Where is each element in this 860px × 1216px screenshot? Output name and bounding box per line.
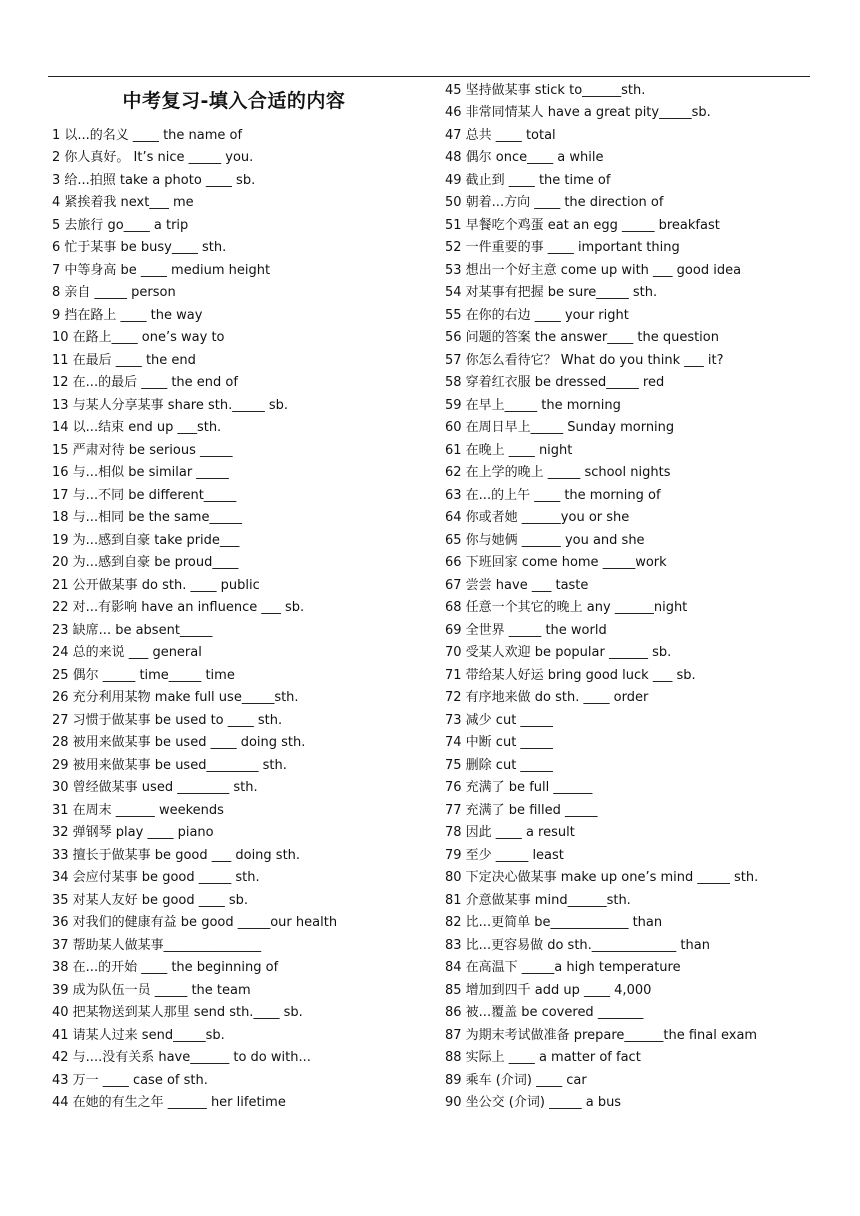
exercise-item: 16 与...相似 be similar _____	[52, 465, 229, 480]
exercise-item: 32 弹钢琴 play ____ piano	[52, 825, 214, 840]
exercise-item: 17 与...不同 be different_____	[52, 487, 237, 503]
exercise-item: 8 亲自 _____ person	[52, 285, 176, 300]
right-column	[445, 80, 845, 1115]
exercise-item: 48 偶尔 once____ a while	[445, 150, 604, 165]
exercise-item: 78 因此 ____ a result	[445, 825, 575, 840]
exercise-item: 61 在晚上 ____ night	[445, 442, 573, 458]
exercise-item: 7 中等身高 be ____ medium height	[52, 262, 271, 278]
exercise-item: 21 公开做某事 do sth. ____ public	[52, 577, 260, 593]
exercise-item: 11 在最后 ____ the end	[52, 352, 196, 368]
exercise-item: 86 被...覆盖 be covered _______	[445, 1005, 644, 1020]
exercise-item: 24 总的来说 ___ general	[52, 645, 202, 660]
exercise-item: 58 穿着红衣服 be dressed_____ red	[445, 375, 665, 390]
exercise-item: 60 在周日早上_____ Sunday morning	[445, 420, 675, 435]
exercise-item: 18 与...相同 be the same_____	[52, 510, 242, 525]
exercise-item: 9 挡在路上 ____ the way	[52, 307, 203, 323]
exercise-item: 23 缺席... be absent_____	[52, 622, 213, 638]
exercise-item: 39 成为队伍一员 _____ the team	[52, 982, 251, 998]
exercise-item: 66 下班回家 come home _____work	[445, 555, 667, 570]
exercise-item: 36 对我们的健康有益 be good _____our health	[52, 915, 338, 930]
exercise-item: 80 下定决心做某事 make up one’s mind _____ sth.	[445, 870, 759, 885]
exercise-item: 81 介意做某事 mind______sth.	[445, 892, 631, 908]
exercise-item: 31 在周末 ______ weekends	[52, 802, 224, 818]
exercise-item: 52 一件重要的事 ____ important thing	[445, 240, 680, 255]
exercise-item: 22 对...有影响 have an influence ___ sb.	[52, 600, 305, 615]
exercise-item: 57 你怎么看待它？ What do you think ___ it?	[445, 352, 724, 368]
exercise-item: 28 被用来做某事 be used ____ doing sth.	[52, 735, 306, 750]
exercise-item: 53 想出一个好主意 come up with ___ good idea	[445, 262, 742, 278]
exercise-item: 5 去旅行 go____ a trip	[52, 217, 189, 233]
exercise-item: 64 你或者她 ______you or she	[445, 510, 630, 525]
exercise-item: 71 带给某人好运 bring good luck ___ sb.	[445, 667, 696, 683]
exercise-item: 76 充满了 be full ______	[445, 780, 593, 795]
exercise-item: 44 在她的有生之年 ______ her lifetime	[52, 1095, 286, 1110]
exercise-item: 37 帮助某人做某事_______________	[52, 937, 262, 953]
exercise-item: 43 万一 ____ case of sth.	[52, 1072, 208, 1088]
exercise-item: 51 早餐吃个鸡蛋 eat an egg _____ breakfast	[445, 217, 720, 233]
page-title: 中考复习-填入合适的内容	[122, 90, 346, 112]
exercise-item: 77 充满了 be filled _____	[445, 802, 598, 818]
exercise-item: 70 受某人欢迎 be popular ______ sb.	[445, 645, 672, 660]
exercise-item: 83 比...更容易做 do sth._____________ than	[445, 937, 710, 953]
exercise-item: 41 请某人过来 send_____sb.	[52, 1027, 225, 1043]
exercise-item: 85 增加到四千 add up ____ 4,000	[445, 982, 652, 998]
exercise-item: 25 偶尔 _____ time_____ time	[52, 667, 235, 683]
exercise-item: 88 实际上 ____ a matter of fact	[445, 1050, 641, 1065]
exercise-item: 27 习惯于做某事 be used to ____ sth.	[52, 712, 283, 728]
exercise-item: 54 对某事有把握 be sure_____ sth.	[445, 285, 658, 300]
exercise-item: 40 把某物送到某人那里 send sth.____ sb.	[52, 1005, 303, 1020]
top-rule	[48, 76, 810, 77]
exercise-item: 42 与....没有关系 have______ to do with...	[52, 1050, 311, 1065]
exercise-item: 20 为...感到自豪 be proud____	[52, 555, 239, 570]
left-column	[52, 125, 432, 1115]
exercise-item: 62 在上学的晚上 _____ school nights	[445, 465, 671, 480]
exercise-item: 90 坐公交 (介词) _____ a bus	[445, 1095, 622, 1110]
exercise-item: 67 尝尝 have ___ taste	[445, 577, 589, 593]
exercise-item: 10 在路上____ one’s way to	[52, 330, 225, 345]
exercise-item: 4 紧挨着我 next___ me	[52, 195, 194, 210]
exercise-item: 56 问题的答案 the answer____ the question	[445, 330, 719, 345]
exercise-item: 63 在...的上午 ____ the morning of	[445, 487, 661, 503]
exercise-item: 59 在早上_____ the morning	[445, 397, 621, 413]
exercise-item: 33 擅长于做某事 be good ___ doing sth.	[52, 847, 301, 863]
exercise-item: 49 截止到 ____ the time of	[445, 172, 611, 188]
exercise-item: 12 在...的最后 ____ the end of	[52, 375, 238, 390]
exercise-item: 47 总共 ____ total	[445, 127, 556, 143]
exercise-item: 72 有序地来做 do sth. ____ order	[445, 690, 649, 705]
exercise-item: 75 删除 cut _____	[445, 757, 553, 773]
exercise-item: 19 为...感到自豪 take pride___	[52, 532, 240, 548]
exercise-item: 73 减少 cut _____	[445, 712, 553, 728]
exercise-item: 26 充分利用某物 make full use_____sth.	[52, 690, 299, 705]
exercise-item: 69 全世界 _____ the world	[445, 622, 607, 638]
exercise-item: 46 非常同情某人 have a great pity_____sb.	[445, 105, 711, 120]
exercise-item: 87 为期末考试做准备 prepare______the final exam	[445, 1027, 758, 1043]
exercise-item: 15 严肃对待 be serious _____	[52, 442, 233, 458]
exercise-item: 89 乘车 (介词) ____ car	[445, 1072, 587, 1088]
exercise-item: 14 以...结束 end up ___sth.	[52, 420, 222, 435]
exercise-item: 50 朝着...方向 ____ the direction of	[445, 195, 664, 210]
exercise-item: 65 你与她俩 ______ you and she	[445, 532, 645, 548]
exercise-item: 82 比...更简单 be____________ than	[445, 915, 663, 930]
exercise-item: 84 在高温下 _____a high temperature	[445, 960, 681, 975]
exercise-item: 45 坚持做某事 stick to______sth.	[445, 82, 646, 98]
exercise-item: 29 被用来做某事 be used________ sth.	[52, 757, 287, 773]
exercise-item: 1 以...的名义 ____ the name of	[52, 127, 243, 143]
exercise-item: 2 你人真好。 It’s nice _____ you.	[52, 150, 254, 165]
exercise-item: 35 对某人友好 be good ____ sb.	[52, 892, 249, 908]
exercise-item: 30 曾经做某事 used ________ sth.	[52, 780, 258, 795]
exercise-item: 74 中断 cut _____	[445, 735, 553, 750]
exercise-item: 34 会应付某事 be good _____ sth.	[52, 870, 260, 885]
exercise-item: 38 在...的开始 ____ the beginning of	[52, 960, 279, 975]
exercise-item: 79 至少 _____ least	[445, 847, 564, 863]
exercise-item: 6 忙于某事 be busy____ sth.	[52, 240, 227, 255]
exercise-item: 13 与某人分享某事 share sth._____ sb.	[52, 397, 289, 413]
exercise-item: 55 在你的右边 ____ your right	[445, 307, 629, 323]
exercise-item: 3 给...拍照 take a photo ____ sb.	[52, 172, 256, 188]
exercise-item: 68 任意一个其它的晚上 any ______night	[445, 600, 688, 615]
